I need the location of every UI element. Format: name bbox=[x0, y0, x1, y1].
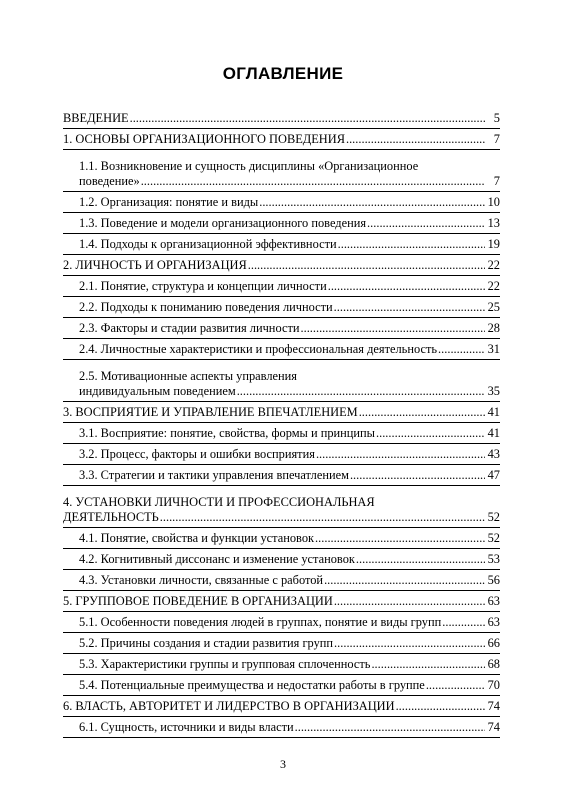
toc-entry-page: 31 bbox=[487, 342, 500, 356]
toc-entry-page: 13 bbox=[487, 216, 500, 230]
dot-leader bbox=[442, 615, 485, 630]
toc-entry-title: 5.1. Особенности поведения людей в группах, понятие и виды групп bbox=[79, 615, 442, 629]
toc-entry-title: индивидуальным поведением bbox=[79, 384, 236, 398]
toc-entry[interactable] bbox=[63, 549, 500, 570]
toc-entry-title: 4.1. Понятие, свойства и функции установок bbox=[79, 531, 315, 545]
toc-entry[interactable] bbox=[63, 255, 500, 276]
dot-leader bbox=[426, 678, 485, 693]
toc-entry-page: 63 bbox=[487, 594, 500, 608]
toc-entry[interactable] bbox=[63, 339, 500, 360]
dot-leader bbox=[316, 447, 485, 462]
toc-entry[interactable] bbox=[63, 696, 500, 717]
toc-entry-title: 3. ВОСПРИЯТИЕ И УПРАВЛЕНИЕ ВПЕЧАТЛЕНИЕМ bbox=[63, 405, 358, 419]
table-of-contents bbox=[63, 109, 500, 738]
toc-entry[interactable] bbox=[63, 129, 500, 150]
toc-entry-title: 5.3. Характеристики группы и групповая сплоченность bbox=[79, 657, 371, 671]
dot-leader bbox=[396, 699, 485, 714]
toc-entry[interactable] bbox=[63, 633, 500, 654]
toc-entry-page: 41 bbox=[487, 426, 500, 440]
toc-entry-title: 1. ОСНОВЫ ОРГАНИЗАЦИОННОГО ПОВЕДЕНИЯ bbox=[63, 132, 345, 146]
toc-entry-page: 22 bbox=[487, 279, 500, 293]
toc-entry[interactable] bbox=[63, 423, 500, 444]
dot-leader bbox=[259, 195, 485, 210]
toc-entry-title-line: 1.1. Возникновение и сущность дисциплины «Организационное bbox=[79, 159, 419, 173]
toc-entry[interactable] bbox=[63, 570, 500, 591]
dot-leader bbox=[237, 384, 485, 399]
toc-entry-title-line: 2.5. Мотивационные аспекты управления bbox=[79, 369, 297, 383]
toc-entry[interactable] bbox=[63, 528, 500, 549]
toc-entry-title: 1.2. Организация: понятие и виды bbox=[79, 195, 259, 209]
dot-leader bbox=[367, 216, 485, 231]
toc-entry[interactable] bbox=[63, 192, 500, 213]
toc-entry-page: 41 bbox=[487, 405, 500, 419]
dot-leader bbox=[324, 573, 485, 588]
toc-entry[interactable] bbox=[63, 318, 500, 339]
dot-leader bbox=[328, 279, 485, 294]
toc-entry[interactable] bbox=[63, 297, 500, 318]
toc-entry-title-line: 4. УСТАНОВКИ ЛИЧНОСТИ И ПРОФЕССИОНАЛЬНАЯ bbox=[63, 495, 375, 509]
toc-entry-title: ВВЕДЕНИЕ bbox=[63, 111, 129, 125]
toc-entry[interactable] bbox=[63, 402, 500, 423]
toc-entry[interactable] bbox=[63, 150, 500, 192]
toc-entry[interactable] bbox=[63, 465, 500, 486]
toc-entry[interactable] bbox=[63, 234, 500, 255]
toc-entry[interactable] bbox=[63, 109, 500, 129]
toc-entry[interactable] bbox=[63, 591, 500, 612]
toc-entry[interactable] bbox=[63, 654, 500, 675]
dot-leader bbox=[356, 552, 485, 567]
dot-leader bbox=[130, 111, 485, 126]
toc-entry[interactable] bbox=[63, 612, 500, 633]
dot-leader bbox=[334, 594, 485, 609]
dot-leader bbox=[346, 132, 485, 147]
toc-entry-title: 5.4. Потенциальные преимущества и недостатки работы в группе bbox=[79, 678, 425, 692]
dot-leader bbox=[334, 300, 485, 315]
toc-entry-title: 2.2. Подходы к пониманию поведения личности bbox=[79, 300, 333, 314]
dot-leader bbox=[334, 636, 485, 651]
toc-entry-title: 1.3. Поведение и модели организационного поведения bbox=[79, 216, 367, 230]
toc-entry-page: 56 bbox=[487, 573, 500, 587]
toc-entry[interactable] bbox=[63, 675, 500, 696]
toc-entry-title: 2.1. Понятие, структура и концепции личности bbox=[79, 279, 327, 293]
dot-leader bbox=[301, 321, 486, 336]
toc-entry-title: 3.1. Восприятие: понятие, свойства, формы и принципы bbox=[79, 426, 376, 440]
toc-entry-title: 6. ВЛАСТЬ, АВТОРИТЕТ И ЛИДЕРСТВО В ОРГАНИЗАЦИИ bbox=[63, 699, 395, 713]
toc-entry-page: 53 bbox=[487, 552, 500, 566]
toc-entry-page: 7 bbox=[493, 174, 500, 188]
dot-leader bbox=[376, 426, 485, 441]
dot-leader bbox=[350, 468, 485, 483]
toc-entry-page: 52 bbox=[487, 531, 500, 545]
toc-entry-page: 70 bbox=[487, 678, 500, 692]
toc-entry-title: поведение» bbox=[79, 174, 140, 188]
toc-entry-page: 74 bbox=[487, 699, 500, 713]
dot-leader bbox=[248, 258, 485, 273]
toc-entry-page: 35 bbox=[487, 384, 500, 398]
dot-leader bbox=[359, 405, 485, 420]
toc-entry-page: 10 bbox=[487, 195, 500, 209]
toc-entry-title: 5.2. Причины создания и стадии развития групп bbox=[79, 636, 334, 650]
toc-entry-page: 43 bbox=[487, 447, 500, 461]
toc-entry-page: 47 bbox=[487, 468, 500, 482]
toc-entry[interactable] bbox=[63, 276, 500, 297]
toc-entry-page: 52 bbox=[487, 510, 500, 524]
toc-entry-page: 63 bbox=[487, 615, 500, 629]
dot-leader bbox=[295, 720, 485, 735]
dot-leader bbox=[438, 342, 485, 357]
toc-entry-title: 4.3. Установки личности, связанные с работой bbox=[79, 573, 324, 587]
toc-entry-title: 5. ГРУППОВОЕ ПОВЕДЕНИЕ В ОРГАНИЗАЦИИ bbox=[63, 594, 333, 608]
dot-leader bbox=[315, 531, 485, 546]
toc-entry-page: 22 bbox=[487, 258, 500, 272]
toc-entry[interactable] bbox=[63, 213, 500, 234]
toc-entry[interactable] bbox=[63, 486, 500, 528]
page-title: ОГЛАВЛЕНИЕ bbox=[222, 64, 344, 83]
toc-entry-title: 2.3. Факторы и стадии развития личности bbox=[79, 321, 300, 335]
toc-entry-page: 28 bbox=[487, 321, 500, 335]
toc-entry[interactable] bbox=[63, 360, 500, 402]
dot-leader bbox=[141, 174, 485, 189]
toc-entry-page: 68 bbox=[487, 657, 500, 671]
toc-entry-title: 3.3. Стратегии и тактики управления впечатлением bbox=[79, 468, 349, 482]
toc-entry-title: 3.2. Процесс, факторы и ошибки восприятия bbox=[79, 447, 315, 461]
toc-entry[interactable] bbox=[63, 717, 500, 738]
toc-entry-title: 1.4. Подходы к организационной эффективности bbox=[79, 237, 337, 251]
toc-entry-page: 5 bbox=[493, 111, 500, 125]
toc-entry-title: ДЕЯТЕЛЬНОСТЬ bbox=[63, 510, 159, 524]
dot-leader bbox=[338, 237, 485, 252]
toc-entry-title: 4.2. Когнитивный диссонанс и изменение установок bbox=[79, 552, 355, 566]
page-number: 3 bbox=[280, 757, 286, 771]
toc-entry[interactable] bbox=[63, 444, 500, 465]
toc-entry-title: 2. ЛИЧНОСТЬ И ОРГАНИЗАЦИЯ bbox=[63, 258, 247, 272]
toc-entry-page: 7 bbox=[493, 132, 500, 146]
toc-entry-title: 2.4. Личностные характеристики и профессиональная деятельность bbox=[79, 342, 438, 356]
toc-entry-title: 6.1. Сущность, источники и виды власти bbox=[79, 720, 294, 734]
dot-leader bbox=[371, 657, 485, 672]
toc-entry-page: 25 bbox=[487, 300, 500, 314]
toc-entry-page: 66 bbox=[487, 636, 500, 650]
toc-entry-page: 74 bbox=[487, 720, 500, 734]
toc-entry-page: 19 bbox=[487, 237, 500, 251]
dot-leader bbox=[160, 510, 485, 525]
